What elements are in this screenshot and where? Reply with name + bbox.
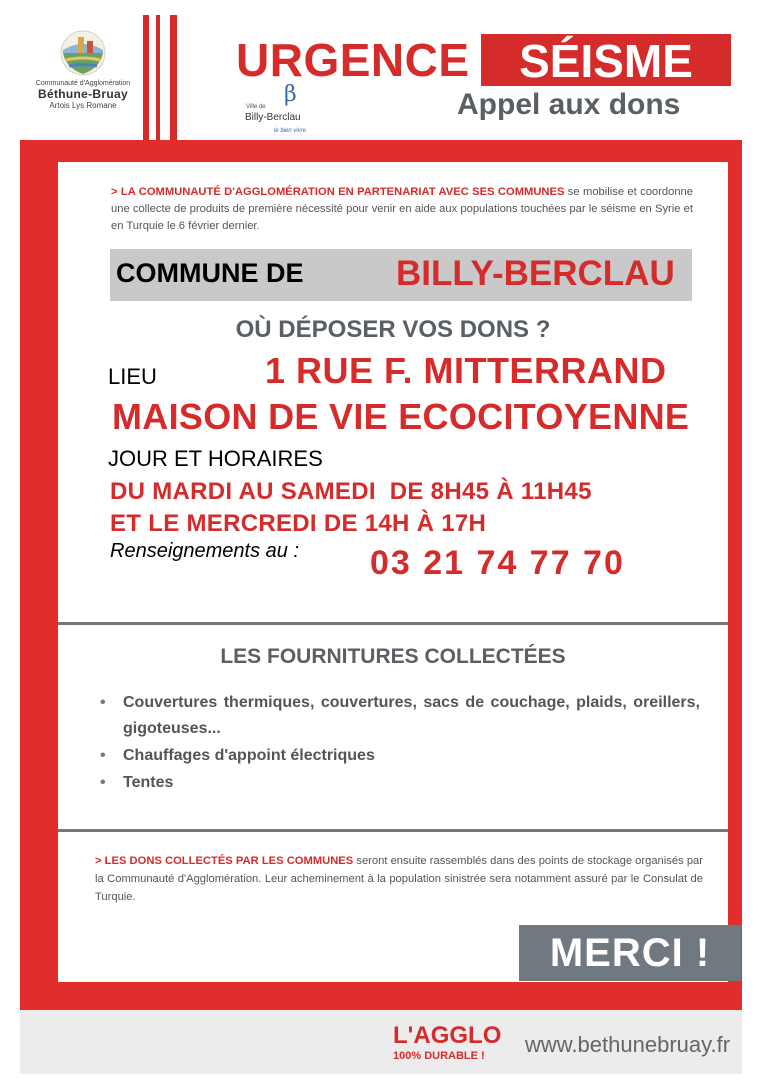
footer-website-link[interactable]: www.bethunebruay.fr xyxy=(525,1032,731,1057)
commune-banner xyxy=(110,249,692,301)
section-divider xyxy=(58,622,728,625)
hours-line-2: ET LE MERCREDI DE 14H À 17H xyxy=(110,510,487,537)
fournitures-list xyxy=(100,690,700,797)
fournitures-title: LES FOURNITURES COLLECTÉES xyxy=(220,645,566,668)
list-item-text: Chauffages d'appoint électriques xyxy=(123,747,375,764)
footer xyxy=(20,1010,742,1074)
outro-lead: > LES DONS COLLECTÉS PAR LES COMMUNES xyxy=(95,855,354,867)
bullet-icon: • xyxy=(100,694,106,711)
intro-paragraph xyxy=(111,184,693,235)
decorative-stripe xyxy=(156,15,160,140)
subtitle-appel-aux-dons: Appel aux dons xyxy=(457,88,681,121)
hours-line-1: DU MARDI AU SAMEDI DE 8H45 À 11H45 xyxy=(110,478,592,505)
depot-place: MAISON DE VIE ECOCITOYENNE xyxy=(112,396,690,437)
commune-name: BILLY-BERCLAU xyxy=(396,254,675,293)
title-seisme: SÉISME xyxy=(481,34,731,86)
footer-agglo-logo: L'AGGLO xyxy=(393,1022,502,1049)
outro-text: seront ensuite rassemblés dans des points de stockage organisés par la Communauté d'Agglomération. Leur acheminement à la population sinistrée sera notamment assuré par le Consulat de Turquie. xyxy=(95,855,703,903)
decorative-stripe xyxy=(143,15,149,140)
section-divider xyxy=(58,829,728,832)
commune-prefix: COMMUNE DE xyxy=(116,258,304,288)
merci-banner: MERCI ! xyxy=(519,925,741,981)
phone-number[interactable]: 03 21 74 77 70 xyxy=(370,544,625,582)
footer-durable-tagline: 100% DURABLE ! xyxy=(393,1050,485,1062)
info-label: Renseignements au : xyxy=(110,540,300,562)
list-item-text: Couvertures thermiques, couvertures, sacs de couchage, plaids, oreillers, gigoteuses... xyxy=(123,694,700,737)
intro-text: se mobilise et coordonne une collecte de produits de première nécessité pour venir en aide aux populations touchées par le séisme en Syrie et en Turquie le 6 février dernier. xyxy=(111,186,693,232)
billy-logo-tagline: le bien vivre xyxy=(274,128,307,134)
billy-logo-name: Billy-Berclau xyxy=(245,112,301,123)
bullet-icon: • xyxy=(100,747,106,764)
bullet-icon: • xyxy=(100,774,106,791)
agglo-logo-small-text: Communauté d'Agglomération xyxy=(35,80,131,87)
list-item xyxy=(100,743,700,769)
list-item-text: Tentes xyxy=(123,774,174,791)
list-item xyxy=(100,770,700,796)
title-urgence: URGENCE xyxy=(236,34,470,86)
decorative-stripe xyxy=(170,15,177,140)
intro-lead: > LA COMMUNAUTÉ D'AGGLOMÉRATION EN PARTENARIAT AVEC SES COMMUNES xyxy=(111,186,565,198)
depot-heading: OÙ DÉPOSER VOS DONS ? xyxy=(235,316,551,343)
agglo-logo-name: Béthune-Bruay xyxy=(38,87,128,101)
billy-berclau-logo xyxy=(240,82,330,138)
outro-paragraph xyxy=(95,852,703,906)
depot-address: 1 RUE F. MITTERRAND xyxy=(265,350,667,391)
agglo-logo xyxy=(24,30,142,110)
billy-logo-ville: Ville de xyxy=(246,104,266,110)
billy-logo-mark-icon: β xyxy=(284,82,297,107)
lieu-label: LIEU xyxy=(108,364,157,389)
jour-horaires-label: JOUR ET HORAIRES xyxy=(108,446,323,471)
agglo-logo-subtitle: Artois Lys Romane xyxy=(49,101,117,110)
agglo-emblem-icon xyxy=(60,30,106,76)
list-item xyxy=(100,690,700,742)
